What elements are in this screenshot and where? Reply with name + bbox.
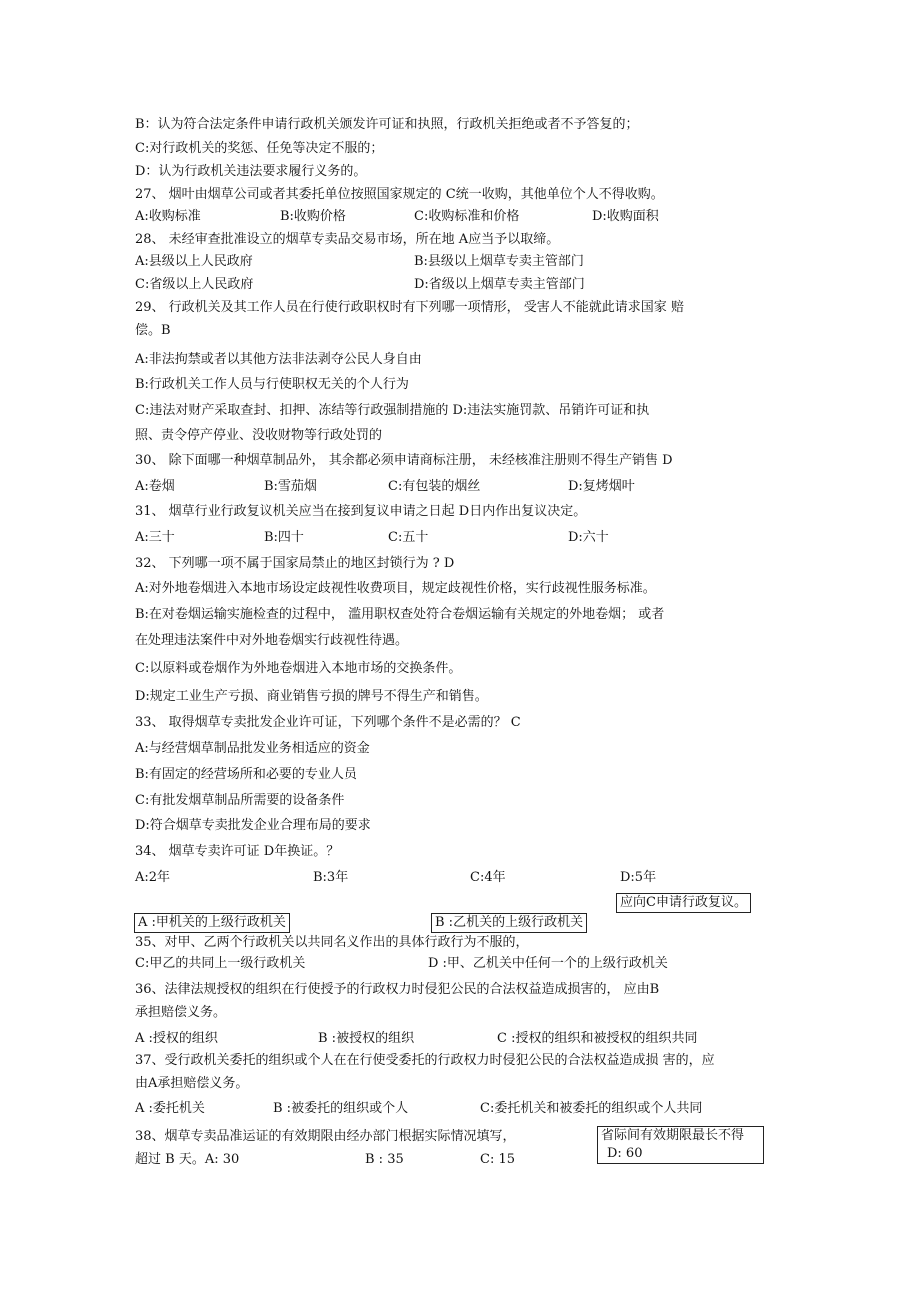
q38-question-cont: 超过 B 天。A: 30 (135, 1152, 240, 1167)
q26-option-d: D：认为行政机关违法要求履行义务的。 (135, 164, 367, 179)
q30-question: 30、 除下面哪一种烟草制品外， 其余都必须申请商标注册， 未经核准注册则不得生产销售 D (135, 453, 673, 468)
q27-option-d: D:收购面积 (592, 209, 659, 224)
q30-option-b: B:雪茄烟 (264, 479, 317, 494)
q32-option-b: B:在对卷烟运输实施检查的过程中， 滥用职权查处符合卷烟运输有关规定的外地卷烟； 或者 (135, 607, 665, 622)
q32-option-a: A:对外地卷烟进入本地市场设定歧视性收费项目，规定歧视性价格，实行歧视性服务标准。 (135, 581, 656, 596)
q32-question: 32、 下列哪一项不属于国家局禁止的地区封锁行为 ? D (135, 556, 455, 571)
q28-option-b: B:县级以上烟草专卖主管部门 (414, 254, 584, 269)
q34-question: 34、 烟草专卖许可证 D年换证。？ (135, 844, 340, 859)
q33-option-c: C:有批发烟草制品所需要的设备条件 (135, 793, 345, 808)
q28-option-d: D:省级以上烟草专卖主管部门 (414, 277, 585, 292)
q31-option-a: A:三十 (135, 530, 175, 545)
q36-option-c: C :授权的组织和被授权的组织共同 (497, 1031, 698, 1046)
q29-option-d-cont: 照、责令停产停业、没收财物等行政处罚的 (135, 428, 383, 443)
q27-option-c: C:收购标准和价格 (414, 209, 520, 224)
q26-option-c: C:对行政机关的奖惩、任免等决定不服的； (135, 141, 384, 156)
q31-question: 31、 烟草行业行政复议机关应当在接到复议申请之日起 D日内作出复议决定。 (135, 504, 587, 519)
q33-option-a: A:与经营烟草制品批发业务相适应的资金 (135, 741, 370, 756)
q29-question: 29、 行政机关及其工作人员在行使行政职权时有下列哪一项情形， 受害人不能就此请求国家 赔 (135, 300, 684, 315)
boxed-text-q38-line1: 省际间有效期限最长不得 (601, 1128, 745, 1143)
q27-option-a: A:收购标准 (135, 209, 201, 224)
boxed-text-q38 (597, 1126, 764, 1164)
q35-question: 35、对甲、乙两个行政机关以共同名义作出的具体行政行为不服的， (135, 935, 529, 950)
q27-option-b: B:收购价格 (280, 209, 346, 224)
q31-option-d: D:六十 (568, 530, 609, 545)
q36-question: 36、法律法规授权的组织在行使授予的行政权力时侵犯公民的合法权益造成损害的， 应由B (135, 982, 660, 997)
q34-option-a: A:2年 (135, 870, 171, 885)
q34-option-b: B:3年 (313, 870, 349, 885)
q38-option-d: D: 60 (607, 1146, 643, 1161)
q35-option-a-boxed: A :甲机关的上级行政机关 (134, 913, 290, 933)
q36-option-b: B :被授权的组织 (318, 1031, 415, 1046)
q38-option-b: B : 35 (365, 1152, 404, 1167)
q36-question-cont: 承担赔偿义务。 (135, 1005, 227, 1020)
q37-option-a: A :委托机关 (135, 1101, 205, 1116)
q38-question: 38、烟草专卖品准运证的有效期限由经办部门根据实际情况填写， (135, 1129, 516, 1144)
q34-option-d: D:5年 (620, 870, 657, 885)
q29-option-a: A:非法拘禁或者以其他方法非法剥夺公民人身自由 (135, 352, 422, 367)
q27-question: 27、 烟叶由烟草公司或者其委托单位按照国家规定的 C统一收购，其他单位个人不得收购。 (135, 187, 664, 202)
q32-option-b-cont: 在处理违法案件中对外地卷烟实行歧视性待遇。 (135, 633, 409, 648)
q28-option-a: A:县级以上人民政府 (135, 254, 253, 269)
q35-option-b-boxed: B :乙机关的上级行政机关 (431, 913, 587, 933)
q32-option-d: D:规定工业生产亏损、商业销售亏损的牌号不得生产和销售。 (135, 689, 488, 704)
q31-option-b: B:四十 (264, 530, 304, 545)
q36-option-a: A :授权的组织 (135, 1031, 218, 1046)
q34-option-c: C:4年 (470, 870, 506, 885)
q29-option-b: B:行政机关工作人员与行使职权无关的个人行为 (135, 377, 409, 392)
q28-question: 28、 未经审查批准设立的烟草专卖品交易市场，所在地 A应当予以取缔。 (135, 232, 560, 247)
q33-question: 33、 取得烟草专卖批发企业许可证，下列哪个条件不是必需的？ C (135, 715, 521, 730)
q35-option-d: D :甲、乙机关中任何一个的上级行政机关 (428, 956, 668, 971)
q30-option-d: D:复烤烟叶 (568, 479, 635, 494)
q38-option-c: C: 15 (480, 1152, 516, 1167)
q30-option-a: A:卷烟 (135, 479, 175, 494)
boxed-text-q34: 应向C申请行政复议。 (616, 893, 751, 913)
q37-option-c: C:委托机关和被委托的组织或个人共同 (480, 1101, 703, 1116)
q37-question-cont: 由A承担赔偿义务。 (135, 1076, 249, 1091)
q31-option-c: C:五十 (388, 530, 429, 545)
q33-option-b: B:有固定的经营场所和必要的专业人员 (135, 767, 357, 782)
q29-option-c: C:违法对财产采取查封、扣押、冻结等行政强制措施的 D:违法实施罚款、吊销许可证和执 (135, 403, 650, 418)
q32-option-c: C:以原料或卷烟作为外地卷烟进入本地市场的交换条件。 (135, 661, 462, 676)
q26-option-b: B：认为符合法定条件申请行政机关颁发许可证和执照，行政机关拒绝或者不予答复的； (135, 117, 639, 132)
q28-option-c: C:省级以上人民政府 (135, 277, 254, 292)
q33-option-d: D:符合烟草专卖批发企业合理布局的要求 (135, 818, 371, 833)
q29-question-cont: 偿。B (135, 323, 171, 338)
q37-question: 37、受行政机关委托的组织或个人在在行使受委托的行政权力时侵犯公民的合法权益造成损 害的，应 (135, 1053, 715, 1068)
q37-option-b: B :被委托的组织或个人 (273, 1101, 409, 1116)
q35-option-c: C:甲乙的共同上一级行政机关 (135, 956, 306, 971)
q30-option-c: C:有包装的烟丝 (388, 479, 481, 494)
